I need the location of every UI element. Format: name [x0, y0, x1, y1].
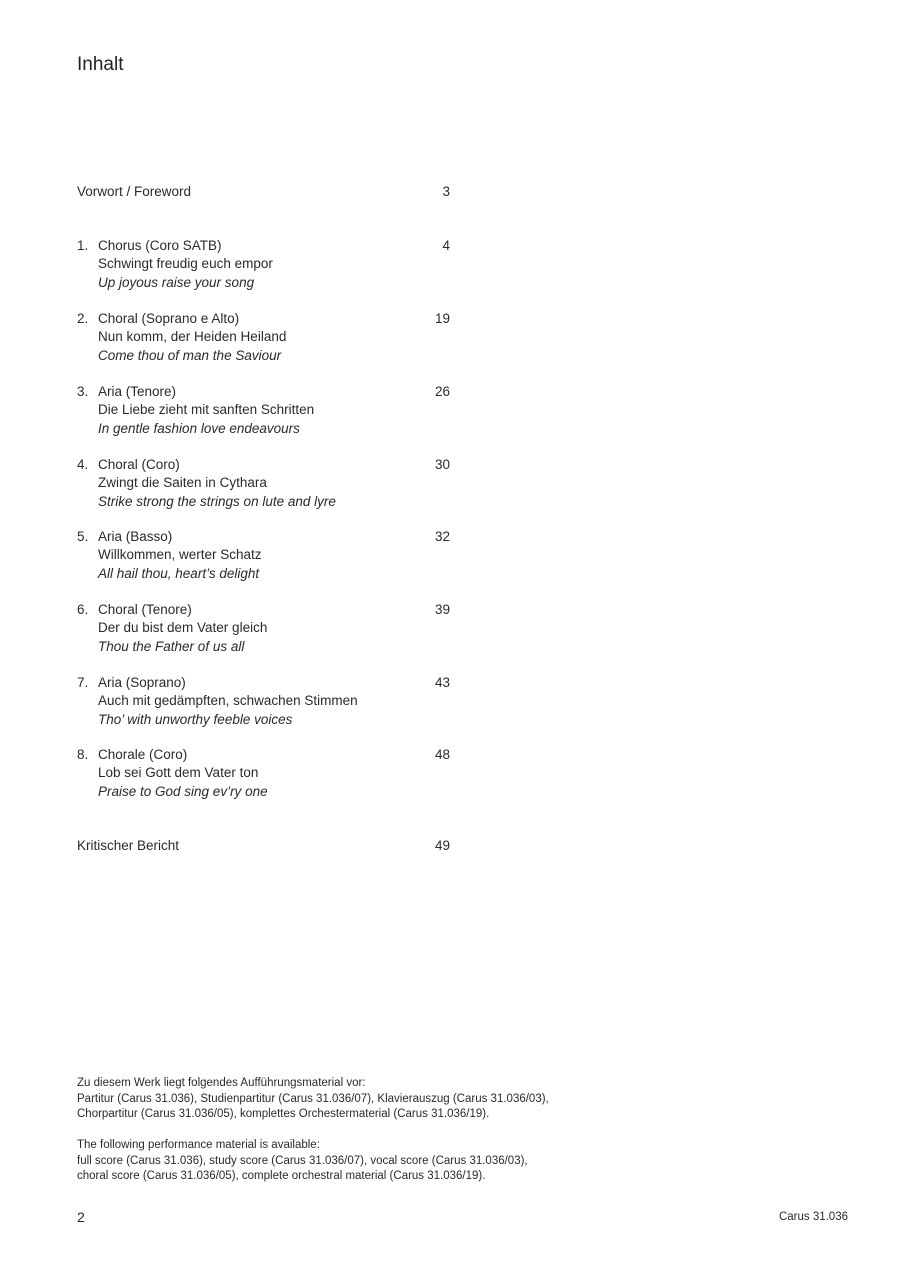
toc-entry-3: [77, 383, 450, 438]
entry-heading: Aria (Soprano): [98, 675, 186, 690]
entry-heading: Choral (Tenore): [98, 602, 192, 617]
entry-english-title: Tho’ with unworthy feeble voices: [98, 711, 293, 727]
material-de-line-1: Zu diesem Werk liegt folgendes Aufführungsmaterial vor:: [77, 1077, 366, 1089]
material-de-line-2: Partitur (Carus 31.036), Studienpartitur (Carus 31.036/07), Klavierauszug (Carus 31.036/03),: [77, 1092, 549, 1105]
entry-page: 32: [434, 529, 450, 544]
entry-german-title: Die Liebe zieht mit sanften Schritten: [98, 402, 315, 418]
entry-heading: Aria (Basso): [98, 529, 173, 544]
material-en-line-1: The following performance material is available:: [77, 1139, 320, 1151]
toc-entry-2: [77, 310, 450, 365]
toc-entry-7: [77, 674, 450, 729]
entry-german-title: Der du bist dem Vater gleich: [98, 620, 268, 636]
entry-page: 39: [434, 602, 450, 617]
entry-page: 43: [434, 675, 450, 690]
entry-heading: Chorus (Coro SATB): [98, 238, 222, 253]
toc-foreword-page: 3: [442, 184, 450, 199]
entry-page: 30: [434, 457, 450, 472]
entry-english-title: Come thou of man the Saviour: [98, 347, 282, 363]
toc-entry-6: [77, 601, 450, 656]
entry-german-title: Lob sei Gott dem Vater ton: [98, 765, 259, 781]
entry-page: 26: [434, 384, 450, 399]
performance-material-english: [77, 1138, 677, 1185]
entry-page: 4: [442, 238, 450, 253]
entry-heading: Choral (Coro): [98, 457, 180, 472]
material-de-line-3: Chorpartitur (Carus 31.036/05), komplettes Orchestermaterial (Carus 31.036/19).: [77, 1108, 490, 1120]
entry-number: 4.: [77, 457, 89, 472]
entry-english-title: Up joyous raise your song: [98, 274, 255, 290]
material-en-line-3: choral score (Carus 31.036/05), complete orchestral material (Carus 31.036/19).: [77, 1170, 486, 1182]
toc-critical-report-label: Kritischer Bericht: [77, 838, 180, 853]
entry-english-title: All hail thou, heart’s delight: [98, 565, 260, 581]
entry-page: 48: [434, 747, 450, 762]
footer-page-number: 2: [77, 1209, 85, 1225]
entry-number: 3.: [77, 384, 89, 399]
page-title: Inhalt: [77, 54, 124, 75]
entry-heading: Chorale (Coro): [98, 747, 188, 762]
entry-number: 7.: [77, 675, 89, 690]
entry-english-title: Strike strong the strings on lute and lyre: [98, 493, 336, 509]
toc-foreword-label: Vorwort / Foreword: [77, 184, 192, 199]
entry-english-title: Thou the Father of us all: [98, 638, 245, 654]
toc-foreword: [77, 183, 450, 201]
entry-number: 6.: [77, 602, 89, 617]
toc-entry-4: [77, 456, 450, 511]
entry-heading: Choral (Soprano e Alto): [98, 311, 240, 326]
toc-critical-report-page: 49: [434, 838, 450, 853]
entry-english-title: Praise to God sing ev’ry one: [98, 783, 268, 799]
toc-entry-8: [77, 746, 450, 801]
entry-english-title: In gentle fashion love endeavours: [98, 420, 300, 436]
toc-critical-report: [77, 837, 450, 855]
entry-heading: Aria (Tenore): [98, 384, 177, 399]
entry-german-title: Nun komm, der Heiden Heiland: [98, 329, 287, 345]
toc-entry-1: [77, 237, 450, 292]
toc-entry-5: [77, 528, 450, 583]
entry-german-title: Zwingt die Saiten in Cythara: [98, 475, 267, 491]
entry-number: 2.: [77, 311, 89, 326]
material-en-line-2: full score (Carus 31.036), study score (Carus 31.036/07), vocal score (Carus 31.036/03),: [77, 1154, 528, 1167]
entry-german-title: Willkommen, werter Schatz: [98, 547, 262, 563]
entry-german-title: Schwingt freudig euch empor: [98, 256, 273, 272]
entry-page: 19: [434, 311, 450, 326]
entry-number: 5.: [77, 529, 89, 544]
entry-number: 8.: [77, 747, 89, 762]
performance-material-german: [77, 1076, 677, 1123]
entry-number: 1.: [77, 238, 89, 253]
entry-german-title: Auch mit gedämpften, schwachen Stimmen: [98, 693, 358, 709]
footer-catalog-code: Carus 31.036: [778, 1211, 848, 1223]
